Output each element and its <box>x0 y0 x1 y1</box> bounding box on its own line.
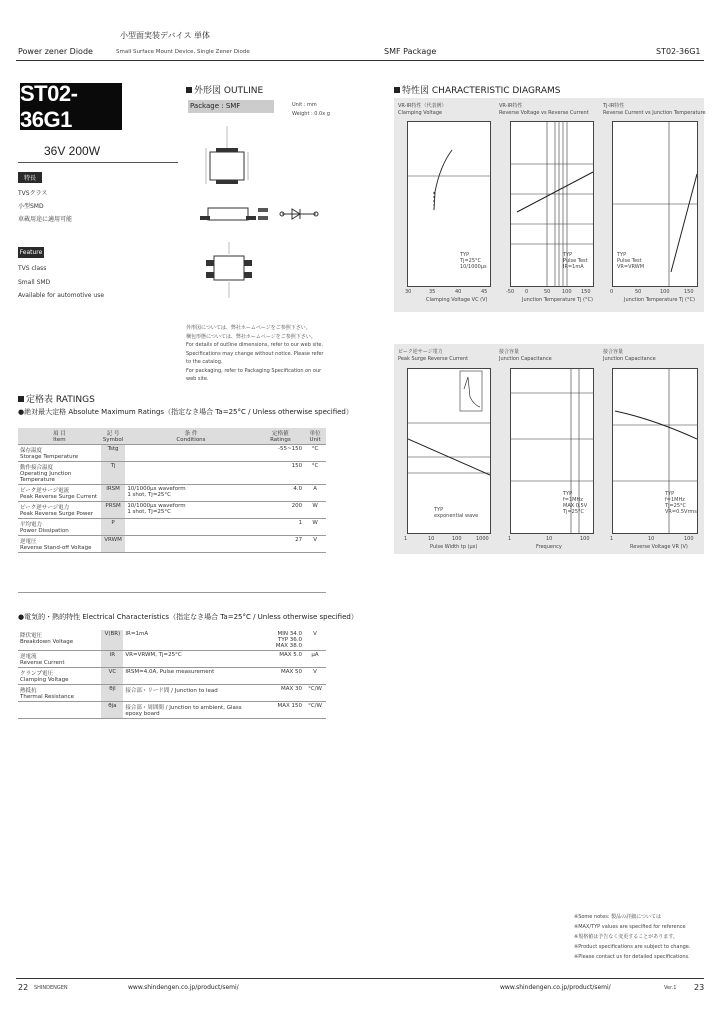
chart2-xtick: 150 <box>581 289 591 295</box>
table-row: 保存温度 Storage Temperature Tstg -55~150 °C <box>18 445 326 462</box>
chart3-xtick: 100 <box>660 289 670 295</box>
chart4-note: TYP exponential wave <box>434 507 479 519</box>
chart3-note: TYP Pulse Test VR=VRWM <box>617 252 645 270</box>
chart2-xtick: 0 <box>525 289 529 295</box>
chart4-xtick: 100 <box>452 536 462 542</box>
package-label: Package : SMF <box>188 100 274 113</box>
feature-en-1: TVS class <box>18 265 47 272</box>
ratings-heading: 定格表 RATINGS <box>18 392 95 405</box>
outline-drawing <box>186 118 332 320</box>
chart3-xtick: 50 <box>635 289 642 295</box>
chart4-xtick: 1 <box>404 536 408 542</box>
chart2 <box>510 121 594 287</box>
chart5-xtick: 10 <box>546 536 553 542</box>
chart5 <box>510 368 594 534</box>
chart5-xtick: 100 <box>580 536 590 542</box>
feature-jp-1: TVSクラス <box>18 190 48 197</box>
features-jp-tag: 特長 <box>18 172 42 183</box>
chart2-xlabel: Junction Temperature Tj (°C) <box>522 297 593 303</box>
chart3 <box>612 121 698 287</box>
table-row: 平均電力 Power Dissipation P 1 W <box>18 519 326 536</box>
chart1-xtick: 30 <box>405 289 412 295</box>
table-header-row: 項 目 Item 記 号 Symbol 条 件 Conditions 定格値 Ratings 単位 Unit <box>18 428 326 445</box>
brand-left: SHINDENGEN <box>34 985 68 991</box>
chart4-xlabel: Pulse Width tp (μs) <box>430 544 478 550</box>
table-row: クランプ電圧 Clamping Voltage VC IRSM=4.0A, Pulse measurement MAX 50 V <box>18 668 326 685</box>
chart6-xtick: 1 <box>610 536 614 542</box>
chart4-xtick: 10 <box>428 536 435 542</box>
chart4-title-en: Peak Surge Reverse Current <box>398 356 469 362</box>
unit-label: Unit : mm <box>292 102 317 108</box>
product-subtitle: Small Surface Mount Device, Single Zener Diode <box>116 49 250 55</box>
package-header: SMF Package <box>384 47 437 56</box>
chart5-xlabel: Frequency <box>536 544 562 550</box>
feature-jp-2: 小型SMD <box>18 203 44 210</box>
table-row: 逆電圧 Reverse Stand-off Voltage VRWM 27 V <box>18 536 326 553</box>
chart4-xtick: 1000 <box>476 536 489 542</box>
outline-note: For details of outline dimensions, refer to our web site. <box>186 342 324 348</box>
electrical-table <box>18 630 326 719</box>
chart6-title-jp: 接合容量 <box>603 349 624 355</box>
outline-note: 梱包形態については、弊社ホームページをご参照下さい。 <box>186 333 316 340</box>
footer-note: ※Some notes: 製品の詳細については <box>574 914 662 920</box>
weight-label: Weight : 0.0x g <box>292 111 330 117</box>
chart3-xtick: 0 <box>610 289 614 295</box>
table-row: 逆電流 Reverse Current IR VR=VRWM, Tj=25°C MAX 5.0 μA <box>18 651 326 668</box>
chart2-title-jp: VR-IR特性 <box>499 103 523 109</box>
characteristics-heading: 特性図 CHARACTERISTIC DIAGRAMS <box>394 83 560 96</box>
outline-notes <box>186 324 326 384</box>
footer-note: ※MAX/TYP values are specified for reference <box>574 924 686 930</box>
code-right: Ver.1 <box>664 985 677 991</box>
chart4 <box>407 368 491 534</box>
part-header: ST02-36G1 <box>656 47 701 56</box>
chart6-title-en: Junction Capacitance <box>603 356 656 362</box>
chart3-title-jp: Tj-IR特性 <box>603 103 625 109</box>
table-row: 動作接合温度 Operating Junction Temperature Tj 150 °C <box>18 462 326 485</box>
outline-note: For packaging, refer to Packaging Specification on our web site. <box>186 367 322 382</box>
footer-note: ※Please contact us for detailed specifications. <box>574 954 690 960</box>
footer-rule <box>16 978 704 979</box>
chart2-xtick: -50 <box>506 289 515 295</box>
footer-notes <box>574 912 704 962</box>
chart3-xtick: 150 <box>684 289 694 295</box>
feature-en-2: Small SMD <box>18 279 51 286</box>
header-rule <box>16 60 704 61</box>
table-row: 熱抵抗 Thermal Resistance θjl 接合部・リード間 / Junction to lead MAX 30 °C/W <box>18 685 326 702</box>
rating-rule <box>18 162 178 163</box>
outline-note: Specifications may change without notice. Please refer to the catalog. <box>186 350 324 365</box>
chart2-title-en: Reverse Voltage vs Reverse Current <box>499 110 589 116</box>
footer-note: ※Product specifications are subject to change. <box>574 944 691 950</box>
feature-en-3: Available for automotive use <box>18 292 105 299</box>
outline-heading: 外形図 OUTLINE <box>186 83 263 96</box>
table-row: ピーク逆サージ電力 Peak Reverse Surge Power PRSM 10/1000μs waveform 1 shot, Tj=25°C 200 W <box>18 502 326 519</box>
chart1 <box>407 121 491 287</box>
chart5-title-jp: 接合容量 <box>499 349 520 355</box>
features-en-tag: Feature <box>19 249 43 256</box>
table-row: ピーク逆サージ電流 Peak Reverse Surge Current IRSM 10/1000μs waveform 1 shot, Tj=25°C 4.0 A <box>18 485 326 502</box>
chart6-note: TYP f=1MHz Tj=25°C VR=0.5Vrms <box>665 491 697 515</box>
chart5-title-en: Junction Capacitance <box>499 356 552 362</box>
chart6-xtick: 100 <box>684 536 694 542</box>
chart2-xtick: 50 <box>544 289 551 295</box>
page-number-left: 22 <box>18 983 29 992</box>
chart1-xtick: 40 <box>455 289 462 295</box>
abs-max-table <box>18 428 326 553</box>
footer-note: ※規格値は予告なく変更することがあります。 <box>574 934 678 940</box>
url-left[interactable]: www.shindengen.co.jp/product/semi/ <box>128 984 239 991</box>
url-right[interactable]: www.shindengen.co.jp/product/semi/ <box>500 984 611 991</box>
chart1-xtick: 45 <box>481 289 488 295</box>
section-rule <box>18 592 326 593</box>
table-row: 降伏電圧 Breakdown Voltage V(BR) IR=1mA MIN 34.0 TYP 36.0 MAX 38.0 V <box>18 630 326 651</box>
electrical-title: ●電気的・熱的特性 Electrical Characteristics（指定なき場合 Ta=25°C / Unless otherwise specified） <box>18 613 358 621</box>
chart6-xtick: 10 <box>648 536 655 542</box>
chart2-note: TYP Pulse Test IR=1mA <box>563 252 588 270</box>
chart1-title-jp: VR-IR特性（代表例） <box>398 103 447 109</box>
chart5-note: TYP f=1MHz MAX 0.5V Tj=25°C <box>563 491 588 515</box>
chart4-title-jp: ピーク逆サージ電力 <box>398 349 443 355</box>
chart3-xlabel: Junction Temperature Tj (°C) <box>624 297 695 303</box>
chart1-note: TYP Tj=25°C 10/1000μs <box>460 252 487 270</box>
jp-title: 小型面実装デバイス 単体 <box>120 31 210 40</box>
chart1-xtick: 35 <box>429 289 436 295</box>
chart5-xtick: 1 <box>508 536 512 542</box>
outline-note: 外形図については、弊社ホームページをご参照下さい。 <box>186 325 311 331</box>
chart6-xlabel: Reverse Voltage VR (V) <box>630 544 688 550</box>
feature-jp-3: 車載用途に適用可能 <box>18 216 73 223</box>
chart3-title-en: Reverse Current vs Junction Temperature <box>603 110 706 116</box>
page-number-right: 23 <box>694 983 705 992</box>
rating-text: 36V 200W <box>44 144 101 158</box>
table-row: θja 接合部・周囲間 / Junction to ambient, Glass epoxy board MAX 150 °C/W <box>18 702 326 719</box>
product-category: Power zener Diode <box>18 47 93 56</box>
chart6 <box>612 368 698 534</box>
part-number-badge: ST02-36G1 <box>20 83 122 130</box>
chart1-xlabel: Clamping Voltage VC (V) <box>426 297 488 303</box>
chart2-xtick: 100 <box>562 289 572 295</box>
abs-max-title: ●絶対最大定格 Absolute Maximum Ratings（指定なき場合 Ta=25°C / Unless otherwise specified） <box>18 408 353 416</box>
chart1-title-en: Clamping Voltage <box>398 110 443 116</box>
